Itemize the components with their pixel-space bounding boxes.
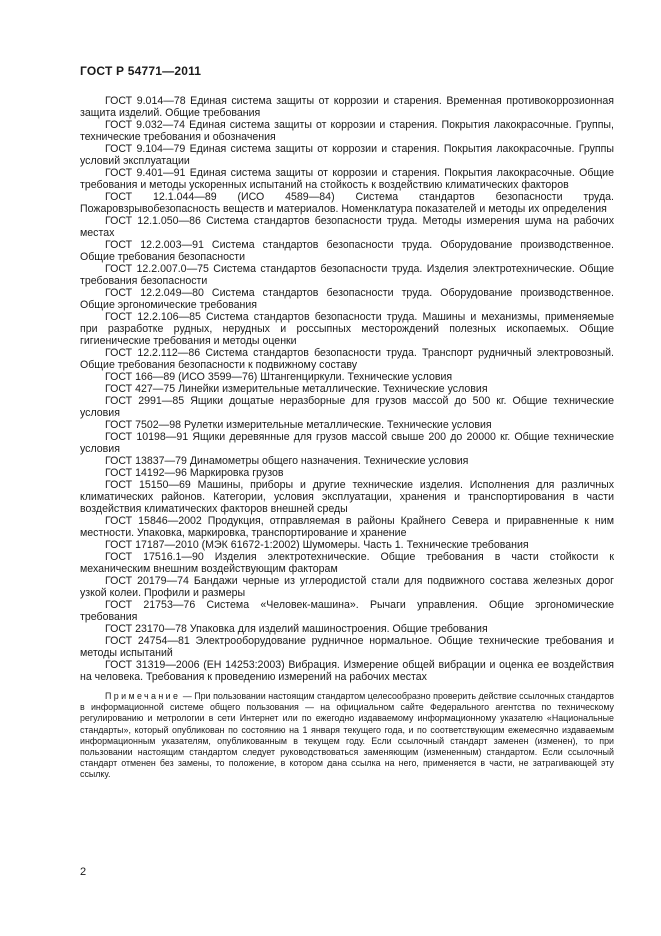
reference-item: ГОСТ 14192—96 Маркировка грузов [105,467,284,479]
reference-item: ГОСТ 15846—2002 Продукция, отправляемая в районы Крайнего Севера и приравненные к ним местности. Упаковка, маркировка, транспортирование и хранение [80,515,614,539]
reference-item: ГОСТ 15150—69 Машины, приборы и другие технические изделия. Исполнения для различных климатических районов. Категории, условия эксплуатации, хранения и транспортирования в части воздействия климатических факторов внешней среды [80,479,614,515]
reference-item: ГОСТ 12.2.106—85 Система стандартов безопасности труда. Машины и механизмы, применяемые при разработке рудных, нерудных и россыпных месторождений полезных ископаемых. Общие гигиенические требования и методы оценки [80,311,614,347]
reference-item: ГОСТ 24754—81 Электрооборудование рудничное нормальное. Общие технические требования и методы испытаний [80,635,614,659]
reference-item: ГОСТ 2991—85 Ящики дощатые неразборные для грузов массой до 500 кг. Общие технические условия [80,395,614,419]
reference-item: ГОСТ 23170—78 Упаковка для изделий машиностроения. Общие требования [105,623,488,635]
page-number: 2 [80,866,87,878]
reference-item: ГОСТ 166—89 (ИСО 3599—76) Штангенциркули. Технические условия [105,371,453,383]
reference-item: ГОСТ 12.2.049—80 Система стандартов безопасности труда. Оборудование производственное. Общие эргономические требования [80,287,614,311]
reference-item: ГОСТ 427—75 Линейки измерительные металлические. Технические условия [105,383,488,395]
reference-item: ГОСТ 21753—76 Система «Человек-машина». Рычаги управления. Общие эргономические требования [80,599,614,623]
reference-item: ГОСТ 31319—2006 (ЕН 14253:2003) Вибрация. Измерение общей вибрации и оценка ее воздействия на человека. Требования к проведению измерений на рабочих местах [80,659,614,683]
reference-item: ГОСТ 12.2.003—91 Система стандартов безопасности труда. Оборудование производственное. Общие требования безопасности [80,239,614,263]
reference-item: ГОСТ 9.032—74 Единая система защиты от коррозии и старения. Покрытия лакокрасочные. Группы, технические требования и обозначения [80,119,614,143]
reference-item: ГОСТ 17187—2010 (МЭК 61672-1:2002) Шумомеры. Часть 1. Технические требования [105,539,529,551]
references-list [80,95,614,790]
document-header: ГОСТ Р 54771—2011 [80,64,202,78]
reference-item: ГОСТ 12.1.044—89 (ИСО 4589—84) Система стандартов безопасности труда. Пожаровзрывобезопасность веществ и материалов. Номенклатура показателей и методы их определения [80,191,614,215]
reference-item: ГОСТ 9.014—78 Единая система защиты от коррозии и старения. Временная противокоррозионная защита изделий. Общие требования [80,95,614,119]
reference-item: ГОСТ 9.401—91 Единая система защиты от коррозии и старения. Покрытия лакокрасочные. Общие требования и методы ускоренных испытаний на стойкость к воздействию климатических факторов [80,167,614,191]
reference-item: ГОСТ 12.2.112—86 Система стандартов безопасности труда. Транспорт рудничный электровозный. Общие требования безопасности к подвижному составу [80,347,614,371]
reference-item: ГОСТ 12.2.007.0—75 Система стандартов безопасности труда. Изделия электротехнические. Общие требования безопасности [80,263,614,287]
reference-item: ГОСТ 9.104—79 Единая система защиты от коррозии и старения. Покрытия лакокрасочные. Группы условий эксплуатации [80,143,614,167]
reference-item: ГОСТ 10198—91 Ящики деревянные для грузов массой свыше 200 до 20000 кг. Общие технические условия [80,431,614,455]
reference-item: ГОСТ 7502—98 Рулетки измерительные металлические. Технические условия [105,419,492,431]
note-text: — При пользовании настоящим стандартом целесообразно проверить действие ссылочных стандартов в информационной системе общего пользования — на официальном сайте Федерального агентства по техническому регулированию и метрологии в сети Интернет или по ежегодно издаваемому информационному указателю «Национальные стандарты», который опубликован по состоянию на 1 января текущего года, и по соответствующим ежемесячно издаваемым информационным указателям, опубликованным в текущем году. Если ссылочный стандарт заменен (изменен), то при пользовании настоящим стандартом следует руководствоваться заменяющим (измененным) стандартом. Если ссылочный стандарт отменен без замены, то положение, в котором дана ссылка на него, применяется в части, не затрагивающей эту ссылку. [80,691,615,780]
note-label: Примечание [105,691,181,701]
reference-item: ГОСТ 12.1.050—86 Система стандартов безопасности труда. Методы измерения шума на рабочих местах [80,215,614,239]
reference-item: ГОСТ 20179—74 Бандажи черные из углеродистой стали для подвижного состава железных дорог узкой колеи. Профили и размеры [80,575,614,599]
note-paragraph [80,691,614,781]
reference-item: ГОСТ 17516.1—90 Изделия электротехнические. Общие требования в части стойкости к механическим внешним воздействующим факторам [80,551,614,575]
reference-item: ГОСТ 13837—79 Динамометры общего назначения. Технические условия [105,455,469,467]
